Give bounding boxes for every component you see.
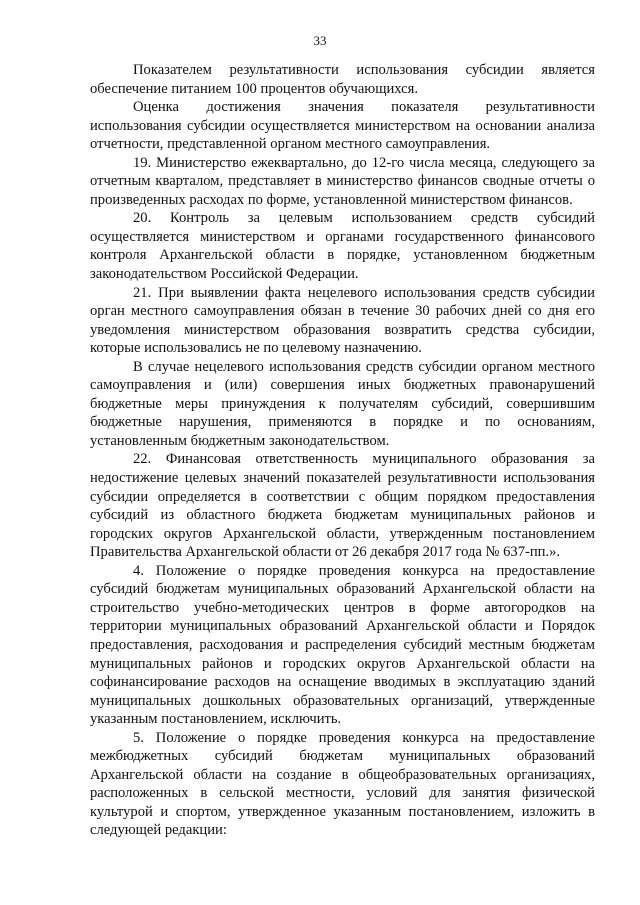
paragraph-22: 22. Финансовая ответственность муниципального образования за недостижение целевых значений показателей результативности использования субсидии определяется в соответствии с общим порядком предоставления субсидий из областного бюджета бюджетам муниципальных районов и городских округов Архангельской области, утвержденным постановлением Правительства Архангельской области от 26 декабря 2017 года № 637-пп.». bbox=[90, 451, 595, 561]
document-body bbox=[90, 61, 595, 840]
paragraph-indicator-assessment: Оценка достижения значения показателя результативности использования субсидии осуществляется министерством на основании анализа отчетности, представленной органом местного самоуправления. bbox=[90, 99, 595, 153]
paragraph-misuse-case: В случае нецелевого использования средств субсидии органом местного самоуправления и (или) совершения иных бюджетных правонарушений бюджетные меры принуждения к получателям субсидий, совершившим бюджетные нарушения, применяются в порядке и по основаниям, установленным бюджетным законодательством. bbox=[90, 358, 595, 449]
paragraph-19: 19. Министерство ежеквартально, до 12-го числа месяца, следующего за отчетным кварталом, представляет в министерство финансов сводные отчеты о произведенных расходах по форме, установленной министерством финансов. bbox=[90, 154, 595, 208]
paragraph-20: 20. Контроль за целевым использованием средств субсидий осуществляется министерством и органами государственного финансового контроля Архангельской области в порядке, установленном бюджетным законодательством Российской Федерации. bbox=[90, 210, 595, 283]
paragraph-performance-indicator: Показателем результативности использования субсидии является обеспечение питанием 100 процентов обучающихся. bbox=[90, 62, 595, 97]
paragraph-21: 21. При выявлении факта нецелевого использования средств субсидии орган местного самоуправления обязан в течение 30 рабочих дней со дня его уведомления министерством образования возвратить средства субсидии, которые использовались не по целевому назначению. bbox=[90, 284, 595, 357]
paragraph-item-4: 4. Положение о порядке проведения конкурса на предоставление субсидий бюджетам муниципальных образований Архангельской области на строительство учебно-методических центров в форме автогородков на территории муниципальных образований Архангельской области и Порядок предоставления, расходования и распределения субсидий местным бюджетам муниципальных районов и городских округов Архангельской области на софинансирование расходов на оснащение вводимых в эксплуатацию зданий муниципальных дошкольных образовательных организаций, утвержденные указанным постановлением, исключить. bbox=[90, 562, 595, 728]
page-number: 33 bbox=[313, 33, 327, 48]
paragraph-item-5: 5. Положение о порядке проведения конкурса на предоставление межбюджетных субсидий бюджетам муниципальных образований Архангельской области на создание в общеобразовательных организациях, расположенных в сельской местности, условий для занятия физической культурой и спортом, утвержденное указанным постановлением, изложить в следующей редакции: bbox=[90, 729, 595, 839]
